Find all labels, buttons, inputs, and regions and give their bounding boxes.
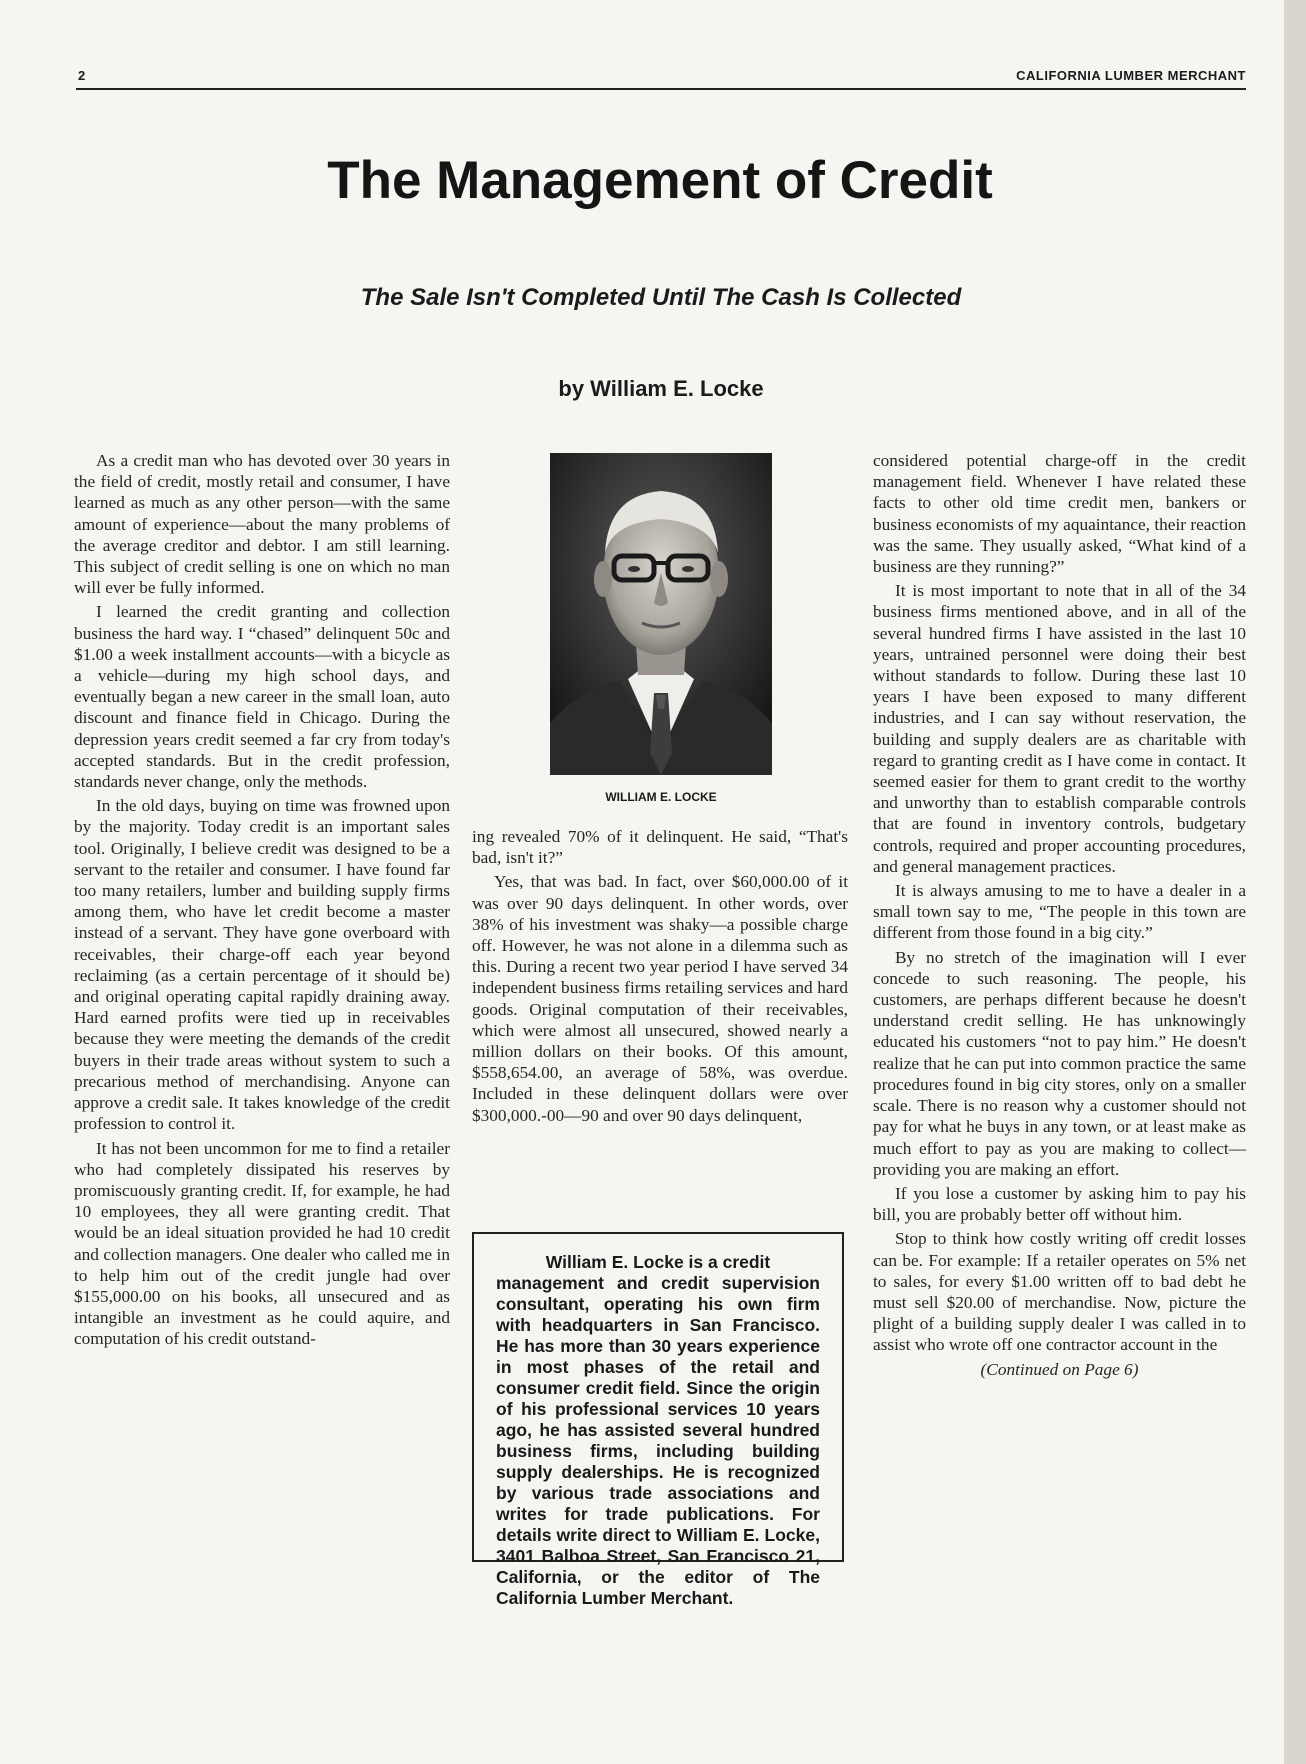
paragraph: Yes, that was bad. In fact, over $60,000.00 of it was over 90 days delinquent. In other words, over 38% of his investment was shaky—a possible charge off. However, he was not alone in a dilemma such as this. During a recent two year period I have served 34 independent business firms retailing services and hard goods. Original computation of their receivables, which were almost all unsecured, showed nearly a million dollars on their books. Of this amount, $558,654.00, an average of 58%, was overdue. Included in these delinquent dollars were over $300,000.-00—90 and over 90 days delinquent, [472, 872, 848, 1125]
portrait-caption: WILLIAM E. LOCKE [605, 790, 717, 804]
author-bio-box [472, 1232, 844, 1608]
page-number: 2 [78, 68, 86, 83]
portrait-illustration [550, 453, 772, 775]
paragraph: It has not been uncommon for me to find a retailer who had completely dissipated his reserves by promiscuously granting credit. If, for example, he had 10 employees, they all were granting credit. That would be an ideal situation provided he had 10 credit and collection managers. One dealer who called me in to help him out of the credit jungle had over $155,000.00 on his books, all unsecured and as intangible an investment as he could aquire, and computation of his credit outstand- [74, 1138, 450, 1349]
paragraph: considered potential charge-off in the credit management field. Whenever I have related these facts to other old time credit men, bankers or business economists of my aquaintance, their reaction was the same. They usually asked, “What kind of a business are they running?” [873, 451, 1246, 577]
paragraph: ing revealed 70% of it delinquent. He said, “That's bad, isn't it?” [472, 827, 848, 868]
paragraph: I learned the credit granting and collection business the hard way. I “chased” delinquent 50c and $1.00 a week installment accounts—with a bicycle as a vehicle—during my high school days, and eventually began a new career in the small loan, auto discount and finance field in Chicago. During the depression years credit seemed a far cry from today's accepted standards. But in the credit profession, standards never change, only the methods. [74, 602, 450, 792]
page-edge [1284, 0, 1306, 1764]
article-byline: by William E. Locke [558, 376, 764, 401]
header-rule [76, 88, 1246, 90]
bio-text: management and credit supervision consultant, operating his own firm with headquarters in San Francisco. He has more than 30 years experience in most phases of the retail and consumer credit field. Since the origin of his professional services 10 years ago, he has assisted several hundred business firms, including building supply dealerships. He is recognized by various trade associations and writes for trade publications. For details write direct to William E. Locke, 3401 Balboa Street, San Francisco 21, California, or the editor of The California Lumber Merchant. [496, 1273, 820, 1608]
text-column-3 [873, 450, 1246, 1383]
continued-notice: (Continued on Page 6) [980, 1359, 1139, 1379]
paragraph: As a credit man who has devoted over 30 years in the field of credit, mostly retail and consumer, I have learned as much as any other person—with the same amount of experience—about the many problems of the average creditor and debtor. I am still learning. This subject of credit selling is one on which no man will ever be fully informed. [74, 451, 450, 598]
paragraph: By no stretch of the imagination will I ever concede to such reasoning. The people, his customers, are perhaps different because he doesn't understand credit selling. He has unknowingly educated his customers “not to pay him.” He doesn't realize that he can put into common practice the same procedures found in big city stores, only on a smaller scale. There is no reason why a customer should not pay for what he buys in any town, or at least make as much effort to pay as you are making to collect—providing you are making an effort. [873, 947, 1246, 1179]
text-column-2 [472, 826, 848, 1129]
paragraph: In the old days, buying on time was frowned upon by the majority. Today credit is an important sales tool. Originally, I believe credit was designed to be a servant to the retailer and consumer. I have found far too many retailers, lumber and building supply firms among them, who have let credit become a master instead of a servant. They have gone overboard with receivables, their charge-off each year beyond reclaiming (as a certain percentage of it should be) and original operating capital rapidly draining away. Hard earned profits were tied up in receivables because they were meeting the demands of the credit buyers in their trade areas without system to such a precarious method of merchandising. Anyone can approve a credit sale. It takes knowledge of the credit profession to control it. [74, 796, 450, 1134]
author-portrait [550, 453, 772, 775]
bio-first-line: William E. Locke is a credit [545, 1252, 771, 1272]
article-subtitle: The Sale Isn't Completed Until The Cash Is Collected [360, 284, 962, 311]
paragraph: It is always amusing to me to have a dealer in a small town say to me, “The people in this town are different from those found in a big city.” [873, 881, 1246, 943]
running-header [76, 66, 1246, 88]
text-column-1 [74, 450, 450, 1353]
paragraph: Stop to think how costly writing off credit losses can be. For example: If a retailer operates on 5% net to sales, for every $1.00 written off to bad debt he must sell $20.00 of merchandise. Now, picture the plight of a building supply dealer I was called in to assist who wrote off one contractor account in the [873, 1229, 1246, 1355]
paragraph: It is most important to note that in all of the 34 business firms mentioned above, and in all of the several hundred firms I have assisted in the last 10 years, untrained personnel were doing their best without standards to follow. During these last 10 years I have been exposed to many different industries, and I can say without reservation, the building and supply dealers are as charitable with regard to granting credit as I have come in contact. It seemed easier for them to grant credit to the worthy and unworthy than to establish comparable controls that are found in inventory controls, budgetary controls, required and proper accounting procedures, and general management practices. [873, 581, 1246, 876]
article-title: The Management of Credit [327, 151, 993, 210]
paragraph: If you lose a customer by asking him to pay his bill, you are probably better off without him. [873, 1183, 1246, 1225]
publication-name: CALIFORNIA LUMBER MERCHANT [1016, 68, 1246, 83]
